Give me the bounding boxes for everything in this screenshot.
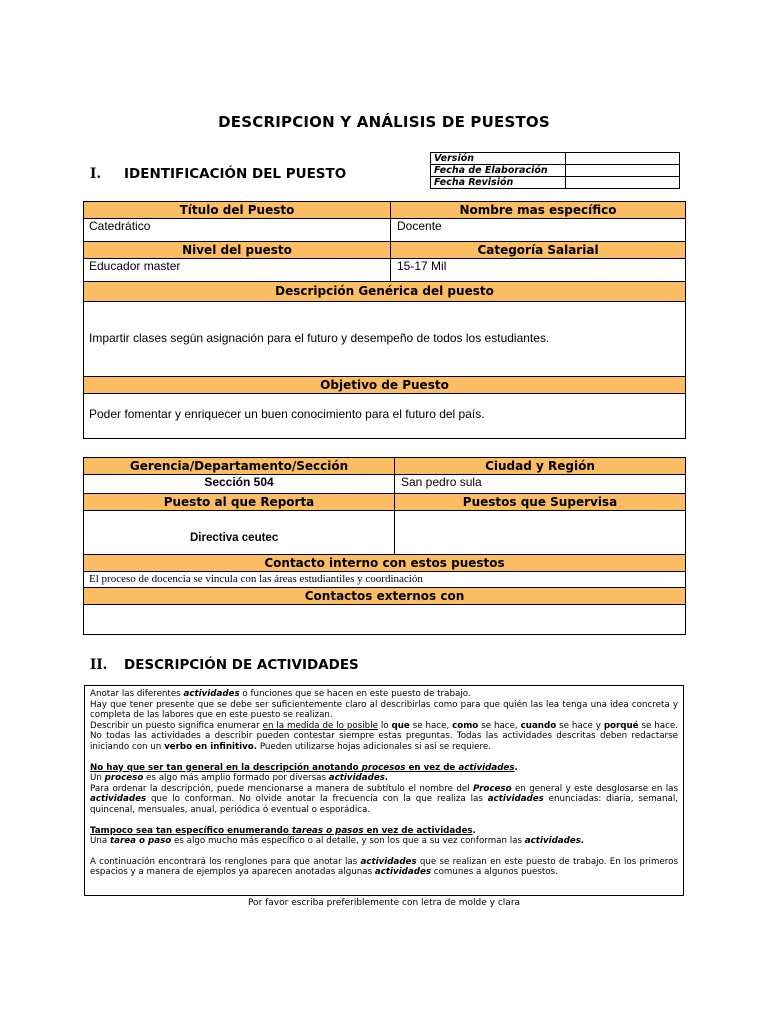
fecha-revision-label: Fecha Revisión [431, 177, 566, 189]
supervisa-header: Puestos que Supervisa [394, 493, 686, 511]
fecha-elaboracion-label: Fecha de Elaboración [431, 165, 566, 177]
titulo-value: Catedrático [83, 218, 391, 242]
objetivo-header: Objetivo de Puesto [83, 376, 686, 394]
position-identification-table [83, 202, 686, 439]
version-value[interactable] [566, 153, 680, 165]
categoria-value: 15-17 Mil [390, 258, 686, 282]
gerencia-header: Gerencia/Departamento/Sección [83, 457, 395, 475]
activities-instructions: Anotar las diferentes actividades o funciones que se hacen en este puesto de trabajo. Hay que tener presente que se debe ser suficientemente claro al describirlas como para que quién las lea tenga una idea concreta y completa de las labores que en este puesto se realizan. Describir un puesto significa enumerar en la medida de lo posible lo que se hace, como se hace, cuando se hace y porqué se hace. No todas las actividades a describir pueden contestar siempre estas preguntas. Todas las actividades descritas deben redactarse iniciando con un verbo en infinitivo. Pueden utilizarse hojas adicionales si así se requiere. No hay que ser tan general en la descripción anotando procesos en vez de actividades. Un proceso es algo más amplio formado por diversas actividades. Para ordenar la descripción, puede mencionarse a manera de subtítulo el nombre del Proceso en general y este desglosarse en las actividades que lo conforman. No olvide anotar la frecuencia con la que realiza las actividades enunciadas: diaria, semanal, quincenal, mensuales, anual, periódica ó eventual o esporádica. Tampoco sea tan específico enumerando tareas o pasos en vez de actividades. Una tarea o paso es algo mucho más específico o al detalle, y son los que a su vez conforman las actividades. A continuación encontrará los renglones para que anotar las actividades que se realizan en este puesto de trabajo. En los primeros espacios y a manera de ejemplos ya aparecen anotadas algunas actividades comunes a algunos puestos. [84, 685, 684, 896]
gerencia-value: Sección 504 [83, 474, 395, 494]
section-2-label: DESCRIPCIÓN DE ACTIVIDADES [124, 657, 359, 673]
section-1-label: IDENTIFICACIÓN DEL PUESTO [124, 166, 347, 182]
footer-note: Por favor escriba preferiblemente con letra de molde y clara [247, 898, 521, 908]
version-table [430, 152, 680, 189]
section-1-number: I. [90, 166, 102, 182]
fecha-elaboracion-value[interactable] [566, 165, 680, 177]
descripcion-value: Impartir clases según asignación para el futuro y desempeño de todos los estudiantes. [83, 301, 686, 377]
section-2-number: II. [90, 657, 108, 673]
nivel-value: Educador master [83, 258, 391, 282]
reporta-header: Puesto al que Reporta [83, 493, 395, 511]
nivel-header: Nivel del puesto [83, 241, 391, 259]
objetivo-value: Poder fomentar y enriquecer un buen conocimiento para el futuro del país. [83, 393, 686, 439]
descripcion-header: Descripción Genérica del puesto [83, 281, 686, 302]
contacto-externo-header: Contactos externos con [83, 587, 686, 605]
contacto-interno-header: Contacto interno con estos puestos [83, 554, 686, 572]
department-table [83, 458, 686, 635]
page-title: DESCRIPCION Y ANÁLISIS DE PUESTOS [218, 113, 550, 131]
contacto-interno-value: El proceso de docencia se vincula con las áreas estudiantiles y coordinación [83, 571, 686, 588]
supervisa-value [394, 510, 686, 555]
titulo-header: Título del Puesto [83, 201, 391, 219]
ciudad-value: San pedro sula [394, 474, 686, 494]
nombre-value: Docente [390, 218, 686, 242]
section-1-heading [90, 166, 346, 182]
categoria-header: Categoría Salarial [390, 241, 686, 259]
nombre-header: Nombre mas específico [390, 201, 686, 219]
fecha-revision-value[interactable] [566, 177, 680, 189]
section-2-heading [90, 657, 359, 673]
contacto-externo-value [83, 604, 686, 635]
reporta-value: Directiva ceutec [83, 510, 395, 555]
version-label: Versión [431, 153, 566, 165]
ciudad-header: Ciudad y Región [394, 457, 686, 475]
